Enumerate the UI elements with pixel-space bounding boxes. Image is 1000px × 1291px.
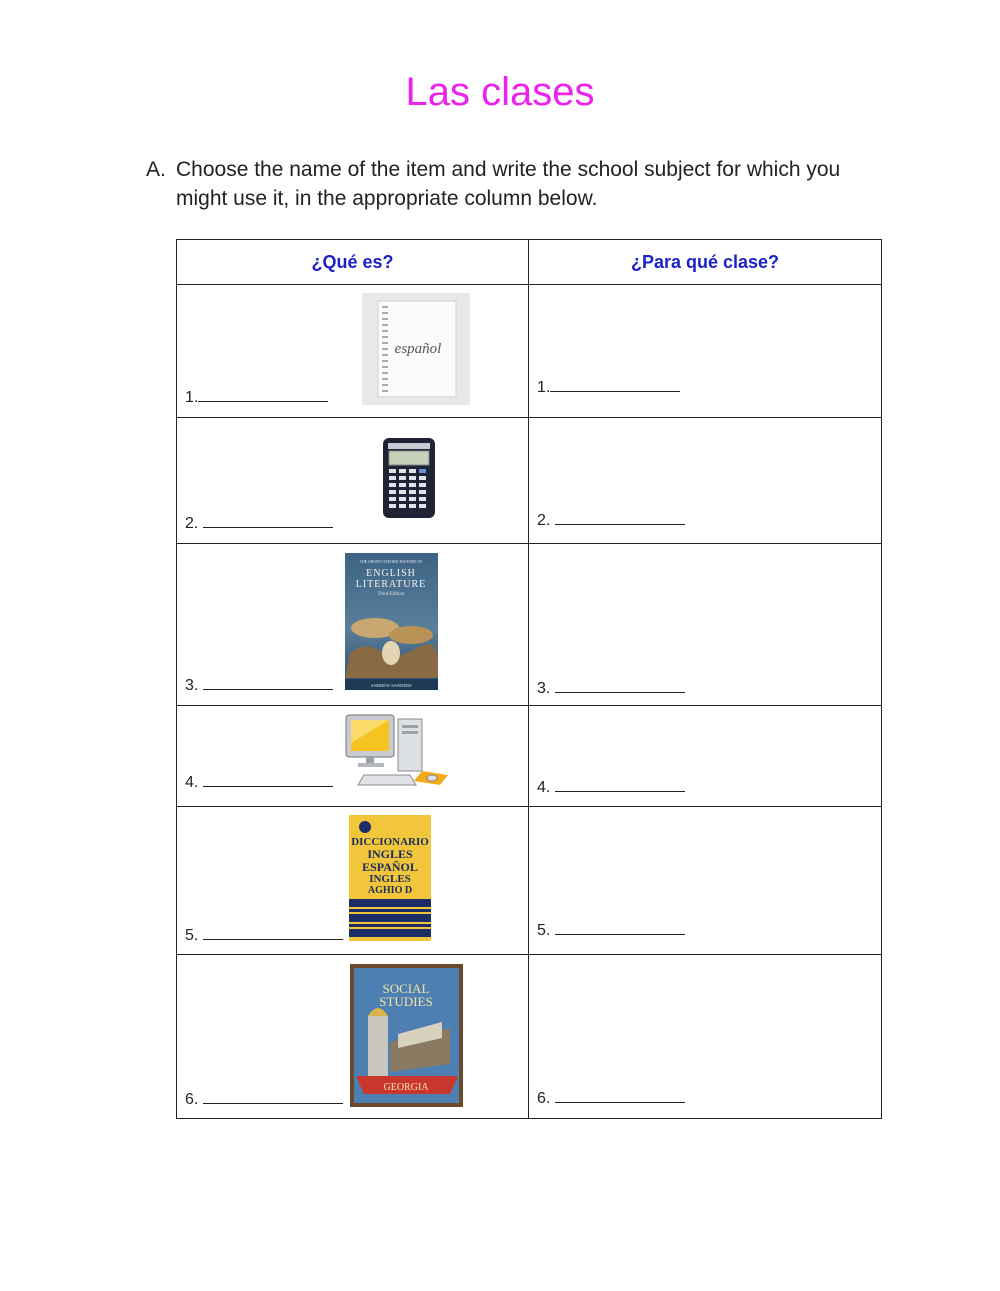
answer-subject-6[interactable]: 6. xyxy=(537,1088,685,1108)
svg-text:INGLES: INGLES xyxy=(367,847,413,861)
subject-cell-6 xyxy=(529,955,882,1119)
subject-cell-3 xyxy=(529,544,882,706)
svg-text:GEORGIA: GEORGIA xyxy=(383,1082,429,1093)
header-para-que-clase: ¿Para qué clase? xyxy=(529,240,882,285)
svg-text:SOCIAL: SOCIAL xyxy=(382,981,430,996)
svg-text:ENGLISH: ENGLISH xyxy=(366,568,416,579)
answer-subject-2[interactable]: 2. xyxy=(537,510,685,530)
dictionary-icon xyxy=(349,815,431,941)
worksheet-table xyxy=(176,239,882,1119)
answer-item-5[interactable]: 5. xyxy=(185,925,343,945)
notebook-label: español xyxy=(394,341,442,357)
subject-cell-5 xyxy=(529,807,882,955)
answer-item-1[interactable]: 1. xyxy=(185,387,328,407)
textbook-icon xyxy=(350,964,463,1107)
page-title: Las clases xyxy=(405,70,595,114)
desktop-computer-icon xyxy=(344,713,454,791)
calculator-icon xyxy=(381,436,437,520)
subject-cell-1 xyxy=(529,285,882,418)
answer-subject-1[interactable]: 1. xyxy=(537,377,680,397)
svg-text:THE SHORT OXFORD HISTORY OF: THE SHORT OXFORD HISTORY OF xyxy=(359,559,423,564)
answer-subject-3[interactable]: 3. xyxy=(537,678,685,698)
item-cell-3 xyxy=(177,544,529,706)
svg-text:ANDREW SANDERS: ANDREW SANDERS xyxy=(370,683,412,688)
item-cell-5 xyxy=(177,807,529,955)
item-cell-2 xyxy=(177,418,529,544)
subject-cell-2 xyxy=(529,418,882,544)
subject-cell-4 xyxy=(529,706,882,807)
svg-text:AGHIO D: AGHIO D xyxy=(367,885,413,896)
instruction-letter: A. xyxy=(146,158,166,181)
book-cover-icon xyxy=(345,553,438,690)
answer-subject-4[interactable]: 4. xyxy=(537,777,685,797)
answer-item-3[interactable]: 3. xyxy=(185,675,333,695)
table-row xyxy=(177,285,882,418)
table-header-row xyxy=(177,240,882,285)
svg-text:LITERATURE: LITERATURE xyxy=(355,579,427,590)
spiral-notebook-icon xyxy=(362,293,470,405)
table-row xyxy=(177,706,882,807)
svg-text:Third Edition: Third Edition xyxy=(377,592,405,597)
item-cell-6 xyxy=(177,955,529,1119)
instructions xyxy=(146,155,886,213)
table-row xyxy=(177,418,882,544)
table-row xyxy=(177,807,882,955)
table-row xyxy=(177,544,882,706)
svg-text:STUDIES: STUDIES xyxy=(379,994,433,1009)
table-row xyxy=(177,955,882,1119)
item-cell-1 xyxy=(177,285,529,418)
svg-text:ESPAÑOL: ESPAÑOL xyxy=(362,860,418,874)
instruction-text: Choose the name of the item and write the school subject for which you might use it, in the appropriate column below. xyxy=(176,158,841,210)
header-que-es: ¿Qué es? xyxy=(177,240,529,285)
svg-text:INGLES: INGLES xyxy=(369,873,411,885)
answer-item-2[interactable]: 2. xyxy=(185,513,333,533)
svg-text:DICCIONARIO: DICCIONARIO xyxy=(351,836,429,848)
answer-item-4[interactable]: 4. xyxy=(185,772,333,792)
item-cell-4 xyxy=(177,706,529,807)
answer-item-6[interactable]: 6. xyxy=(185,1089,343,1109)
answer-subject-5[interactable]: 5. xyxy=(537,920,685,940)
